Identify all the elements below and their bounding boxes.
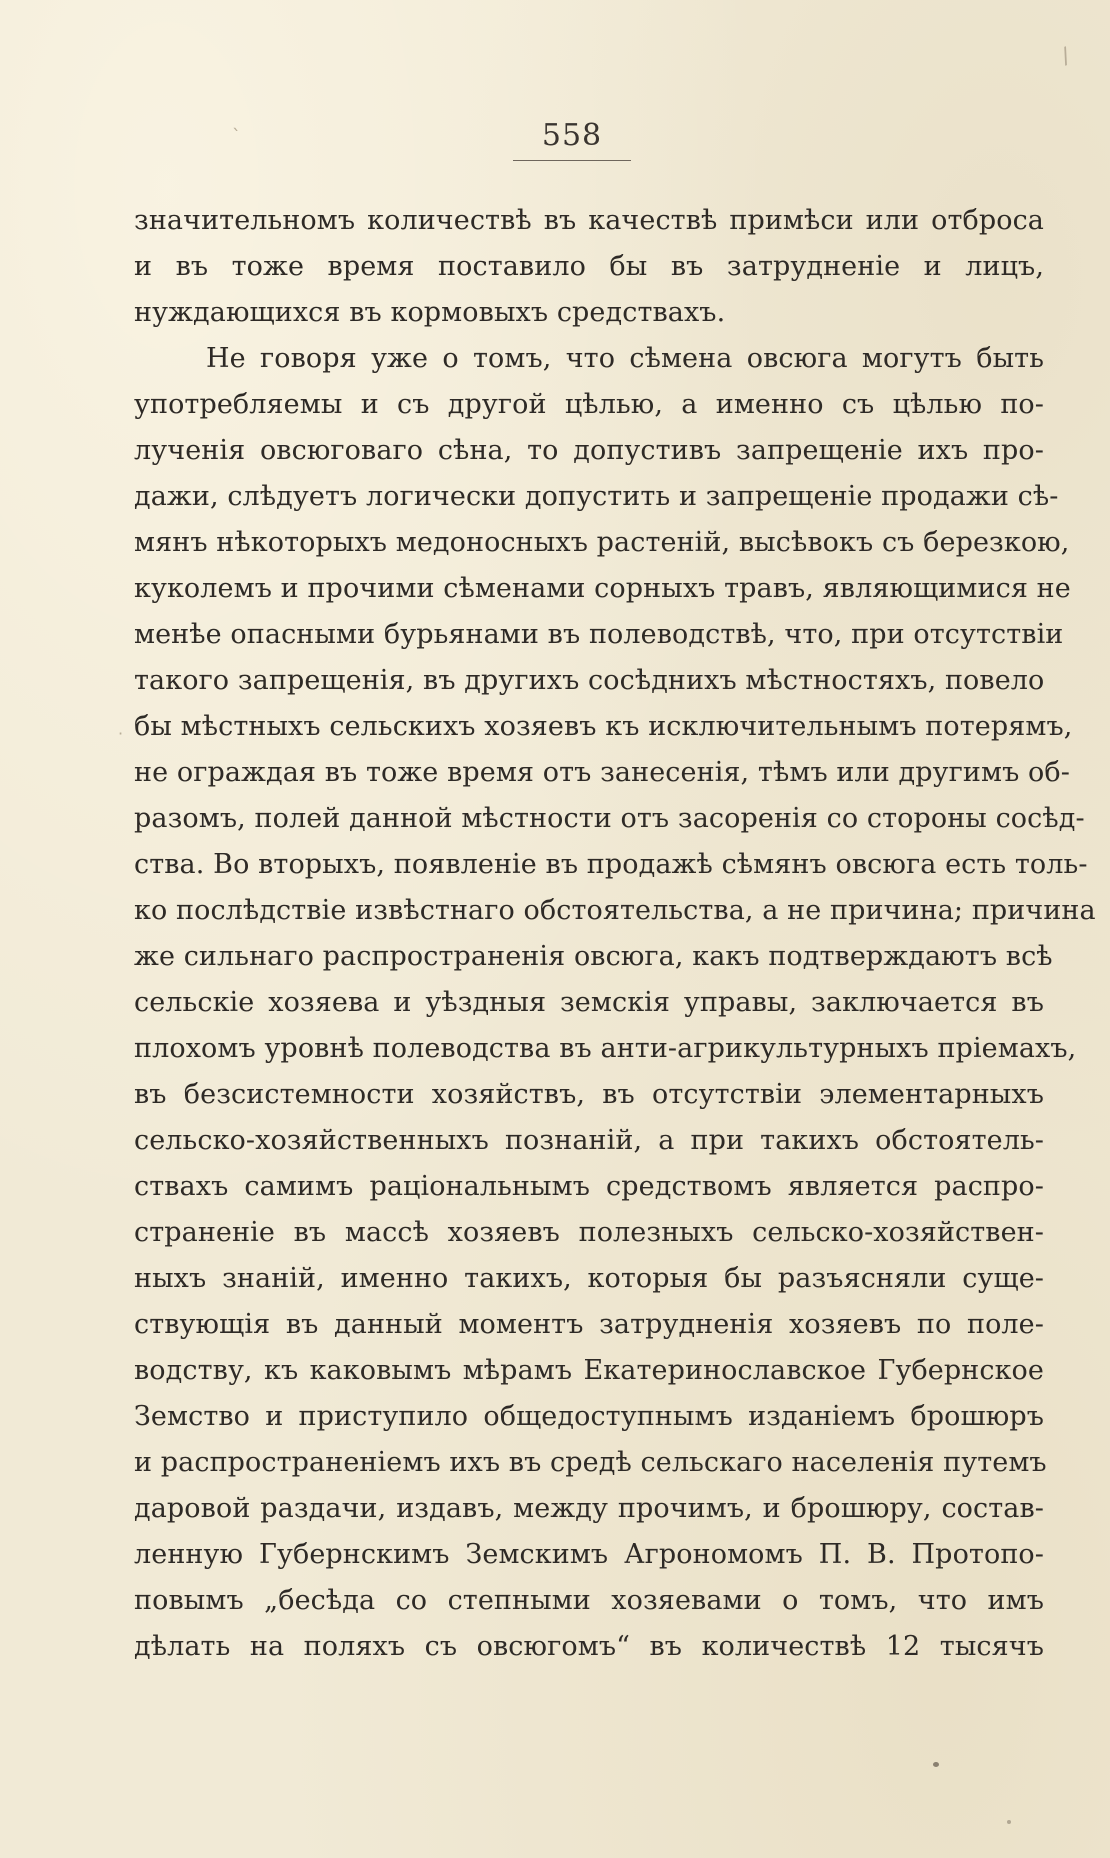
text-line: ствующія въ данный моментъ затрудненія хозяевъ по поле-	[134, 1309, 1044, 1340]
paper-speck	[933, 1762, 939, 1767]
text-line: водству, къ каковымъ мѣрамъ Екатеринославское Губернское	[134, 1355, 1044, 1386]
text-line: менѣе опасными бурьянами въ полеводствѣ, что, при отсутствіи	[134, 619, 1064, 650]
paper-speck	[1007, 1820, 1011, 1824]
text-line: разомъ, полей данной мѣстности отъ засоренія со стороны сосѣд-	[134, 803, 1085, 834]
text-line: ленную Губернскимъ Земскимъ Агрономомъ П. В. Протопо-	[134, 1539, 1044, 1570]
text-line: куколемъ и прочими сѣменами сорныхъ травъ, являющимися не	[134, 573, 1071, 604]
text-line: дѣлать на поляхъ съ овсюгомъ“ въ количествѣ 12 тысячъ	[134, 1631, 1044, 1662]
text-line: значительномъ количествѣ въ качествѣ примѣси или отброса	[134, 205, 1044, 236]
text-line: ствахъ самимъ раціональнымъ средствомъ является распро-	[134, 1171, 1044, 1202]
text-line: сельскіе хозяева и уѣздныя земскія управы, заключается въ	[134, 987, 1044, 1018]
text-line: такого запрещенія, въ другихъ сосѣднихъ мѣстностяхъ, повело	[134, 665, 1045, 696]
text-line: ко послѣдствіе извѣстнаго обстоятельства, а не причина; причина	[134, 895, 1096, 926]
text-line: повымъ „бесѣда со степными хозяевами о томъ, что имъ	[134, 1585, 1044, 1616]
text-line: Земство и приступило общедоступнымъ изданіемъ брошюръ	[134, 1401, 1044, 1432]
scan-mark: ˋ	[232, 126, 241, 147]
text-line: же сильнаго распространенія овсюга, какъ подтверждаютъ всѣ	[134, 941, 1053, 972]
text-line: дажи, слѣдуетъ логически допустить и запрещеніе продажи сѣ-	[134, 481, 1059, 512]
text-line: сельско-хозяйственныхъ познаній, а при такихъ обстоятель-	[134, 1125, 1044, 1156]
text-line: ныхъ знаній, именно такихъ, которыя бы разъясняли суще-	[134, 1263, 1044, 1294]
header-rule	[513, 160, 631, 161]
page-number: 558	[541, 118, 603, 153]
text-line: мянъ нѣкоторыхъ медоносныхъ растеній, высѣвокъ съ березкою,	[134, 527, 1070, 558]
text-line: употребляемы и съ другой цѣлью, а именно съ цѣлью по-	[134, 389, 1044, 420]
text-line: въ безсистемности хозяйствъ, въ отсутствіи элементарныхъ	[134, 1079, 1044, 1110]
scan-mark: ·	[118, 724, 124, 743]
text-line: лученія овсюговаго сѣна, то допустивъ запрещеніе ихъ про-	[134, 435, 1044, 466]
paragraph-start-line: Не говоря уже о томъ, что сѣмена овсюга могутъ быть	[206, 343, 1044, 374]
text-line: бы мѣстныхъ сельскихъ хозяевъ къ исключительнымъ потерямъ,	[134, 711, 1073, 742]
text-line: и въ тоже время поставило бы въ затрудненіе и лицъ,	[134, 251, 1044, 282]
text-line: ства. Во вторыхъ, появленіе въ продажѣ сѣмянъ овсюга есть толь-	[134, 849, 1088, 880]
text-line: страненіе въ массѣ хозяевъ полезныхъ сельско-хозяйствен-	[134, 1217, 1044, 1248]
text-line: и распространеніемъ ихъ въ средѣ сельскаго населенія путемъ	[134, 1447, 1047, 1478]
scan-mark: /	[1057, 43, 1074, 70]
body-text	[134, 198, 1096, 1670]
text-line: даровой раздачи, издавъ, между прочимъ, и брошюру, состав-	[134, 1493, 1044, 1524]
text-line: плохомъ уровнѣ полеводства въ анти-агрикультурныхъ пріемахъ,	[134, 1033, 1077, 1064]
text-line: нуждающихся въ кормовыхъ средствахъ.	[134, 297, 726, 328]
text-line: не ограждая въ тоже время отъ занесенія, тѣмъ или другимъ об-	[134, 757, 1070, 788]
page-header	[513, 118, 631, 161]
